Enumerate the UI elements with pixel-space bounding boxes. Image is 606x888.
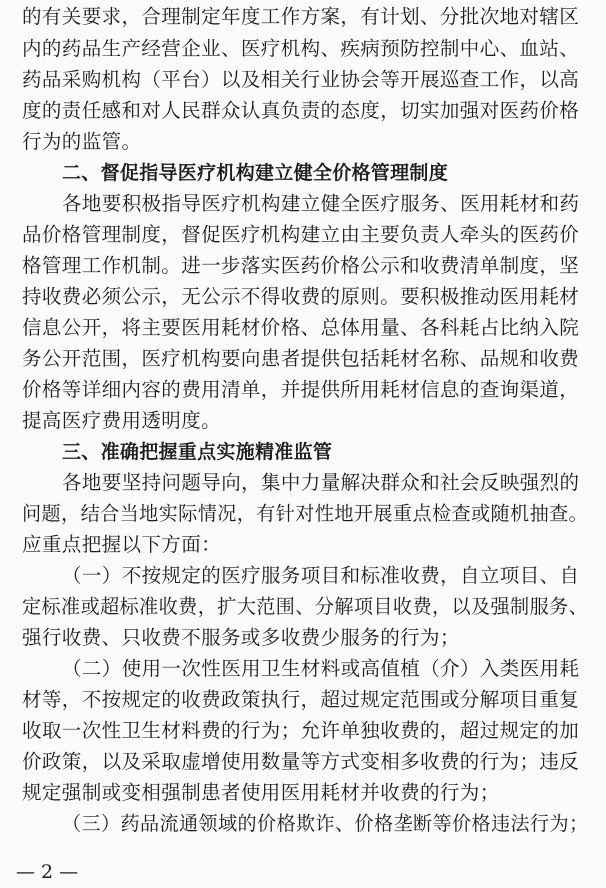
body-text-line: 内的药品生产经营企业、医疗机构、疾病预防控制中心、血站、 (22, 37, 580, 60)
body-text-line: 价政策，以及采取虚增使用数量等方式变相多收费的行为；违反 (22, 750, 580, 773)
body-text-line: 定标准或超标准收费，扩大范围、分解项目收费，以及强制服务、 (22, 595, 589, 618)
body-text-line: 的有关要求，合理制定年度工作方案，有计划、分批次地对辖区 (22, 5, 580, 28)
body-text-line: 各地要坚持问题导向，集中力量解决群众和社会反映强烈的 (62, 471, 580, 494)
body-text-line: 价格等详细内容的费用清单，并提供所用耗材信息的查询渠道， (22, 378, 580, 401)
section-heading-2: 二、督促指导医疗机构建立健全价格管理制度 (62, 162, 449, 184)
body-text-line: 应重点把握以下方面： (22, 533, 222, 556)
body-text-line: 提高医疗费用透明度。 (22, 409, 222, 432)
list-item-line: （三）药品流通领域的价格欺诈、价格垄断等价格违法行为； (62, 812, 589, 835)
body-text-line: 收取一次性卫生材料费的行为；允许单独收费的，超过规定的加 (22, 719, 580, 742)
body-text-line: 材等，不按规定的收费政策执行，超过规定范围或分解项目重复 (22, 688, 580, 711)
body-text-line: 持收费必须公示，无公示不得收费的原则。要积极推动医用耗材 (22, 285, 580, 308)
body-text-line: 问题，结合当地实际情况，有针对性地开展重点检查或随机抽查。 (22, 502, 589, 525)
body-text-line: 务公开范围，医疗机构要向患者提供包括耗材名称、品规和收费 (22, 347, 580, 370)
section-heading-3: 三、准确把握重点实施精准监管 (62, 441, 333, 463)
body-text-line: 药品采购机构（平台）以及相关行业协会等开展巡查工作，以高 (22, 68, 580, 91)
body-text-line: 行为的监管。 (22, 130, 142, 153)
body-text-line: 各地要积极指导医疗机构建立健全医疗服务、医用耗材和药 (62, 192, 580, 215)
body-text-line: 度的责任感和对人民群众认真负责的态度，切实加强对医药价格 (22, 99, 580, 122)
page-number: — 2 — (16, 861, 79, 883)
body-text-line: 强行收费、只收费不服务或多收费少服务的行为； (22, 626, 460, 649)
body-text-line: 规定强制或变相强制患者使用医用耗材并收费的行为； (22, 781, 500, 804)
body-text-line: 格管理工作机制。进一步落实医药价格公示和收费清单制度，坚 (22, 254, 580, 277)
body-text-line: 品价格管理制度，督促医疗机构建立由主要负责人牵头的医药价 (22, 223, 580, 246)
body-text-line: 信息公开，将主要医用耗材价格、总体用量、各科耗占比纳入院 (22, 316, 580, 339)
list-item-line: （二）使用一次性医用卫生材料或高值植（介）入类医用耗 (62, 657, 580, 680)
list-item-line: （一）不按规定的医疗服务项目和标准收费，自立项目、自 (62, 564, 580, 587)
